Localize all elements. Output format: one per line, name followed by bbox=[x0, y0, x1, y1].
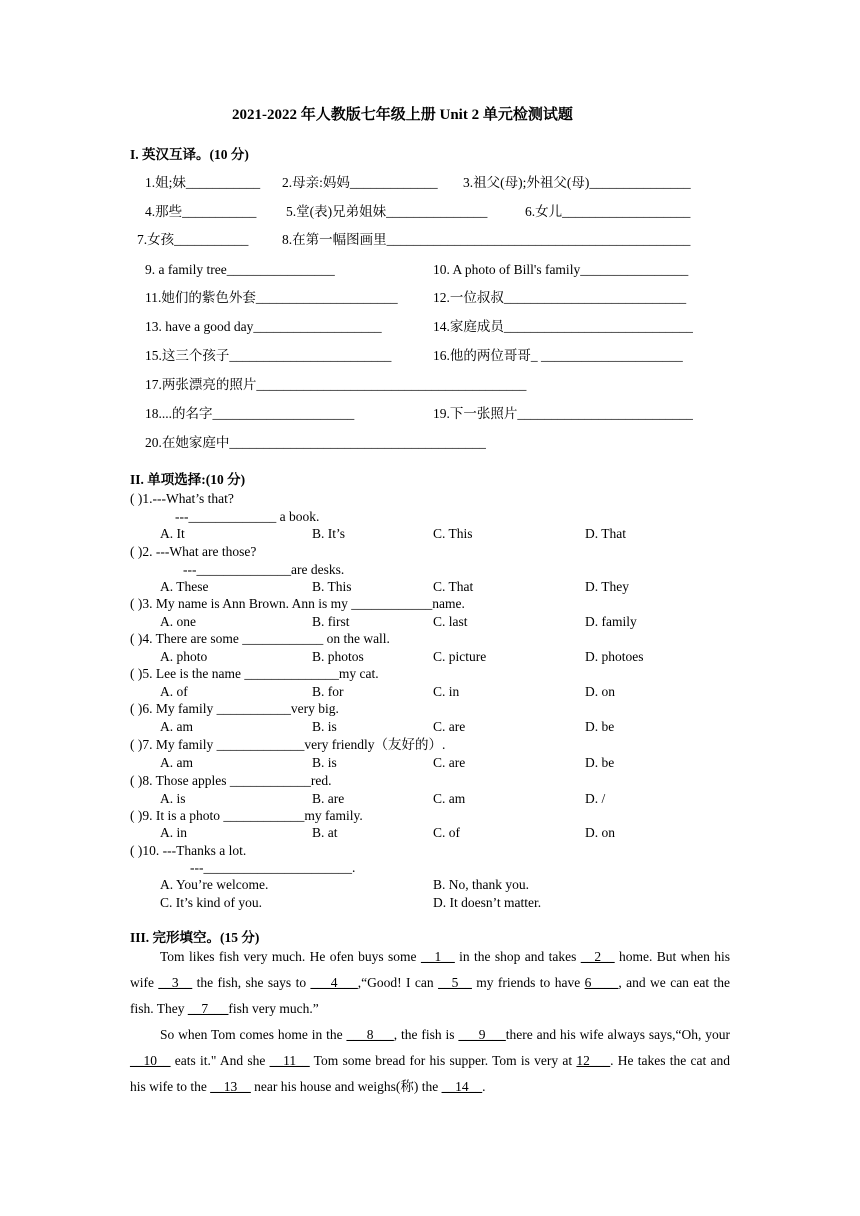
cloze-text: Tom likes fish very much. He ofen buys some bbox=[160, 949, 421, 964]
section-2-heading: II. 单项选择:(10 分) bbox=[130, 472, 246, 487]
option: B. This bbox=[312, 579, 352, 594]
option: A. one bbox=[160, 614, 196, 629]
option: D. on bbox=[585, 684, 615, 699]
cloze-blank: __2__ bbox=[580, 949, 615, 964]
question-stem: ( )1.---What’s that? bbox=[130, 491, 234, 506]
cloze-text: fish very much.” bbox=[228, 1001, 319, 1016]
option: C. am bbox=[433, 791, 466, 806]
question-stem: ( )8. Those apples ____________red. bbox=[130, 773, 332, 788]
translate-item: 1.姐;妹___________ bbox=[145, 175, 261, 190]
cloze-blank: __3__ bbox=[158, 975, 193, 990]
option: D. It doesn’t matter. bbox=[433, 895, 542, 910]
cloze-text: eats it." And she bbox=[170, 1053, 270, 1068]
option: B. No, thank you. bbox=[433, 877, 529, 892]
cloze-text: home. But when his wife bbox=[130, 949, 731, 990]
translate-item: 8.在第一幅图画里_____________________________________________ bbox=[282, 232, 691, 247]
cloze-blank: ___9___ bbox=[458, 1027, 506, 1042]
page-title: 2021-2022 年人教版七年级上册 Unit 2 单元检测试题 bbox=[232, 107, 573, 123]
option: A. am bbox=[160, 755, 193, 770]
translate-item: 2.母亲:妈妈_____________ bbox=[282, 175, 438, 190]
option: B. is bbox=[312, 755, 337, 770]
cloze-blank: __14__ bbox=[441, 1079, 483, 1094]
cloze-blank: __10__ bbox=[130, 1053, 171, 1068]
cloze-text: , and we can eat the fish. They bbox=[130, 975, 730, 1016]
option: B. is bbox=[312, 719, 337, 734]
option: C. This bbox=[433, 526, 473, 541]
cloze-blank: ___8___ bbox=[346, 1027, 394, 1042]
question-stem: ( )3. My name is Ann Brown. Ann is my ____________name. bbox=[130, 596, 465, 611]
option: C. It’s kind of you. bbox=[160, 895, 263, 910]
option: A. These bbox=[160, 579, 209, 594]
option: C. last bbox=[433, 614, 468, 629]
cloze-blank: __1__ bbox=[420, 949, 455, 964]
cloze-paragraph-2 bbox=[130, 1022, 730, 1100]
translate-item: 6.女儿___________________ bbox=[525, 204, 691, 219]
cloze-text: the fish, she says to bbox=[192, 975, 311, 990]
option: B. It’s bbox=[312, 526, 346, 541]
cloze-blank: __11__ bbox=[269, 1053, 310, 1068]
option: A. photo bbox=[160, 649, 208, 664]
cloze-text: . He takes the cat and his wife to the bbox=[130, 1053, 730, 1094]
question-stem: ( )2. ---What are those? bbox=[130, 544, 257, 559]
cloze-text: . bbox=[482, 1079, 486, 1094]
translate-item: 14.家庭成员____________________________ bbox=[433, 319, 693, 334]
option: D. photoes bbox=[585, 649, 644, 664]
cloze-text: there and his wife always says,“Oh, your bbox=[505, 1027, 730, 1042]
cloze-blank: __13__ bbox=[210, 1079, 251, 1094]
cloze-text: Tom some bread for his supper. Tom is very at bbox=[309, 1053, 577, 1068]
section-3-heading: III. 完形填空。(15 分) bbox=[130, 930, 260, 945]
translate-item: 20.在她家庭中______________________________________ bbox=[145, 435, 486, 450]
option: C. are bbox=[433, 755, 466, 770]
cloze-text: my friends to have bbox=[471, 975, 585, 990]
option: A. It bbox=[160, 526, 185, 541]
option: C. of bbox=[433, 825, 460, 840]
option: D. be bbox=[585, 755, 615, 770]
translate-item: 16.他的两位哥哥_ _____________________ bbox=[433, 348, 683, 363]
option: B. first bbox=[312, 614, 350, 629]
option: A. in bbox=[160, 825, 187, 840]
cloze-blank: __7___ bbox=[187, 1001, 229, 1016]
question-stem: ( )6. My family ___________very big. bbox=[130, 701, 339, 716]
cloze-text: near his house and weighs(称) the bbox=[250, 1079, 442, 1094]
cloze-blank: __5__ bbox=[438, 975, 472, 990]
option: A. is bbox=[160, 791, 186, 806]
translate-item: 9. a family tree________________ bbox=[145, 262, 335, 277]
question-stem: ( )10. ---Thanks a lot. bbox=[130, 843, 247, 858]
cloze-text: in the shop and takes bbox=[454, 949, 581, 964]
translate-item: 3.祖父(母);外祖父(母)_______________ bbox=[463, 175, 691, 190]
translate-item: 19.下一张照片__________________________ bbox=[433, 406, 693, 421]
option: A. You’re welcome. bbox=[160, 877, 269, 892]
option: C. are bbox=[433, 719, 466, 734]
translate-item: 18....的名字_____________________ bbox=[145, 406, 355, 421]
translate-item: 11.她们的紫色外套_____________________ bbox=[145, 290, 398, 305]
translate-item: 12.一位叔叔___________________________ bbox=[433, 290, 687, 305]
translate-item: 13. have a good day___________________ bbox=[145, 319, 382, 334]
option: B. are bbox=[312, 791, 345, 806]
option: D. That bbox=[585, 526, 626, 541]
option: A. am bbox=[160, 719, 193, 734]
option: B. at bbox=[312, 825, 338, 840]
cloze-blank: 6____ bbox=[584, 975, 619, 990]
translate-item: 4.那些___________ bbox=[145, 204, 257, 219]
option: C. in bbox=[433, 684, 460, 699]
option: D. family bbox=[585, 614, 637, 629]
cloze-text: So when Tom comes home in the bbox=[160, 1027, 347, 1042]
translate-item: 17.两张漂亮的照片________________________________________ bbox=[145, 377, 527, 392]
option: C. picture bbox=[433, 649, 487, 664]
option: D. on bbox=[585, 825, 615, 840]
translate-item: 7.女孩___________ bbox=[137, 232, 249, 247]
translate-item: 10. A photo of Bill's family________________ bbox=[433, 262, 689, 277]
option: D. be bbox=[585, 719, 615, 734]
section-1-heading: I. 英汉互译。(10 分) bbox=[130, 147, 249, 162]
question-answer-line: ---_____________ a book. bbox=[175, 509, 320, 524]
question-stem: ( )5. Lee is the name ______________my cat. bbox=[130, 666, 379, 681]
cloze-text: ,“Good! I can bbox=[357, 975, 439, 990]
translate-item: 15.这三个孩子________________________ bbox=[145, 348, 392, 363]
option: D. / bbox=[585, 791, 606, 806]
option: B. for bbox=[312, 684, 344, 699]
translate-item: 5.堂(表)兄弟姐妹_______________ bbox=[286, 204, 488, 219]
cloze-text: , the fish is bbox=[393, 1027, 459, 1042]
option: A. of bbox=[160, 684, 188, 699]
question-stem: ( )9. It is a photo ____________my family. bbox=[130, 808, 363, 823]
question-answer-line: ---______________are desks. bbox=[183, 562, 345, 577]
option: B. photos bbox=[312, 649, 364, 664]
cloze-paragraph-1 bbox=[130, 944, 730, 1022]
option: D. They bbox=[585, 579, 629, 594]
question-stem: ( )4. There are some ____________ on the wall. bbox=[130, 631, 390, 646]
cloze-blank: ___4___ bbox=[310, 975, 358, 990]
question-stem: ( )7. My family _____________very friendly（友好的）. bbox=[130, 737, 446, 752]
cloze-blank: 12___ bbox=[576, 1053, 611, 1068]
option: C. That bbox=[433, 579, 474, 594]
question-answer-line: ---______________________. bbox=[190, 860, 356, 875]
